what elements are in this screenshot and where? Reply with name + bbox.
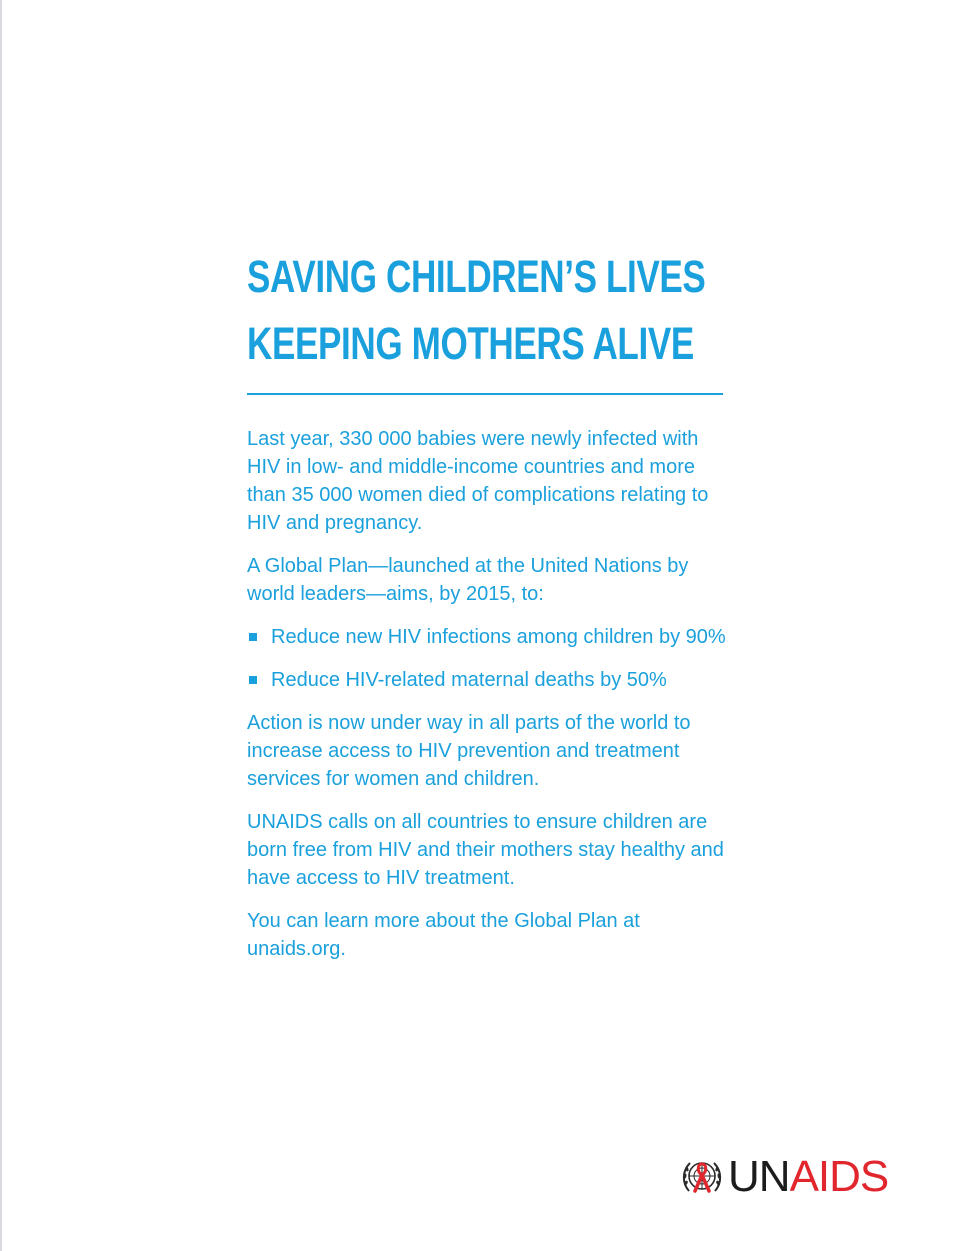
logo-un-text: UN [728, 1152, 790, 1201]
goal-children-text: Reduce new HIV infections among children by 90% [271, 626, 726, 648]
body-text [247, 425, 727, 963]
logo-aids-text: AIDS [789, 1152, 889, 1201]
headline-line-1: SAVING CHILDREN’S LIVES [247, 251, 706, 302]
list-item [247, 666, 727, 694]
goals-list [247, 623, 727, 694]
paragraph-action: Action is now under way in all parts of the world to increase access to HIV prevention and treatment services for women and children. [247, 712, 691, 790]
list-item [247, 623, 727, 651]
paragraph-global-plan: A Global Plan—launched at the United Nations by world leaders—aims, by 2015, to: [247, 555, 689, 605]
square-bullet-icon [249, 676, 257, 684]
paragraph-learn-more: You can learn more about the Global Plan at unaids.org. [247, 910, 640, 960]
paragraph-call: UNAIDS calls on all countries to ensure children are born free from HIV and their mothers stay healthy and have access to HIV treatment. [247, 811, 724, 889]
square-bullet-icon [249, 633, 257, 641]
headline-line-2: KEEPING MOTHERS ALIVE [247, 318, 694, 369]
un-emblem-with-red-ribbon-icon [680, 1155, 724, 1199]
headline [247, 243, 706, 377]
logo-wordmark [728, 1153, 888, 1201]
flyer-content [247, 243, 727, 978]
unaids-logo [680, 1153, 888, 1201]
goal-maternal-text: Reduce HIV-related maternal deaths by 50% [271, 669, 667, 691]
headline-divider [247, 393, 723, 395]
paragraph-infections: Last year, 330 000 babies were newly infected with HIV in low- and middle-income countries and more than 35 000 women died of complications relating to HIV and pregnancy. [247, 428, 709, 534]
page-edge-line [0, 0, 2, 1251]
